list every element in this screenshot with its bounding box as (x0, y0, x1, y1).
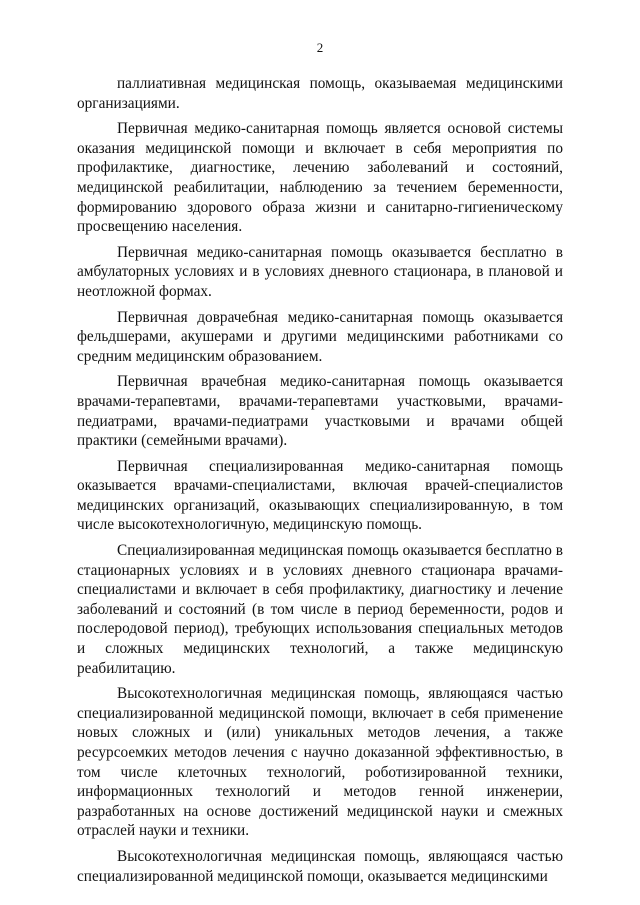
paragraph-8: Высокотехнологичная медицинская помощь, являющаяся частью специализированной медицинской помощи, включает в себя применение новых сложных и (или) уникальных методов лечения, а также ресурсоемких методов лечения с научно доказанной эффективностью, в том числе клеточных технологий, роботизированной техники, информационных технологий и методов генной инженерии, разработанных на основе достижений медицинской науки и смежных отраслей науки и техники. (77, 685, 563, 840)
paragraph-2: Первичная медико-санитарная помощь является основой системы оказания медицинской помощи и включает в себя мероприятия по профилактике, диагностике, лечению заболеваний и состояний, медицинской реабилитации, наблюдению за течением беременности, формированию здорового образа жизни и санитарно-гигиеническому просвещению населения. (77, 120, 563, 236)
paragraph-6: Первичная специализированная медико-санитарная помощь оказывается врачами-специалистами, включая врачей-специалистов медицинских организаций, оказывающих специализированную, в том числе высокотехнологичную, медицинскую помощь. (77, 457, 563, 534)
paragraph-4: Первичная доврачебная медико-санитарная помощь оказывается фельдшерами, акушерами и другими медицинскими работниками со средним медицинским образованием. (77, 308, 563, 365)
document-body (77, 74, 563, 892)
paragraph-1: паллиативная медицинская помощь, оказываемая медицинскими организациями. (77, 75, 563, 112)
paragraph-3: Первичная медико-санитарная помощь оказывается бесплатно в амбулаторных условиях и в условиях дневного стационара, в плановой и неотложной формах. (77, 243, 563, 300)
paragraph-5: Первичная врачебная медико-санитарная помощь оказывается врачами-терапевтами, врачами-терапевтами участковыми, врачами-педиатрами, врачами-педиатрами участковыми и врачами общей практики (семейными врачами). (77, 373, 563, 450)
page-number: 2 (316, 40, 324, 55)
paragraph-7: Специализированная медицинская помощь оказывается бесплатно в стационарных условиях и в условиях дневного стационара врачами-специалистами и включает в себя профилактику, диагностику и лечение заболеваний и состояний (в том числе в период беременности, родов и послеродовой период), требующих использования специальных методов и сложных медицинских технологий, а также медицинскую реабилитацию. (77, 542, 563, 677)
paragraph-9: Высокотехнологичная медицинская помощь, являющаяся частью специализированной медицинской помощи, оказывается медицинскими (77, 847, 563, 885)
